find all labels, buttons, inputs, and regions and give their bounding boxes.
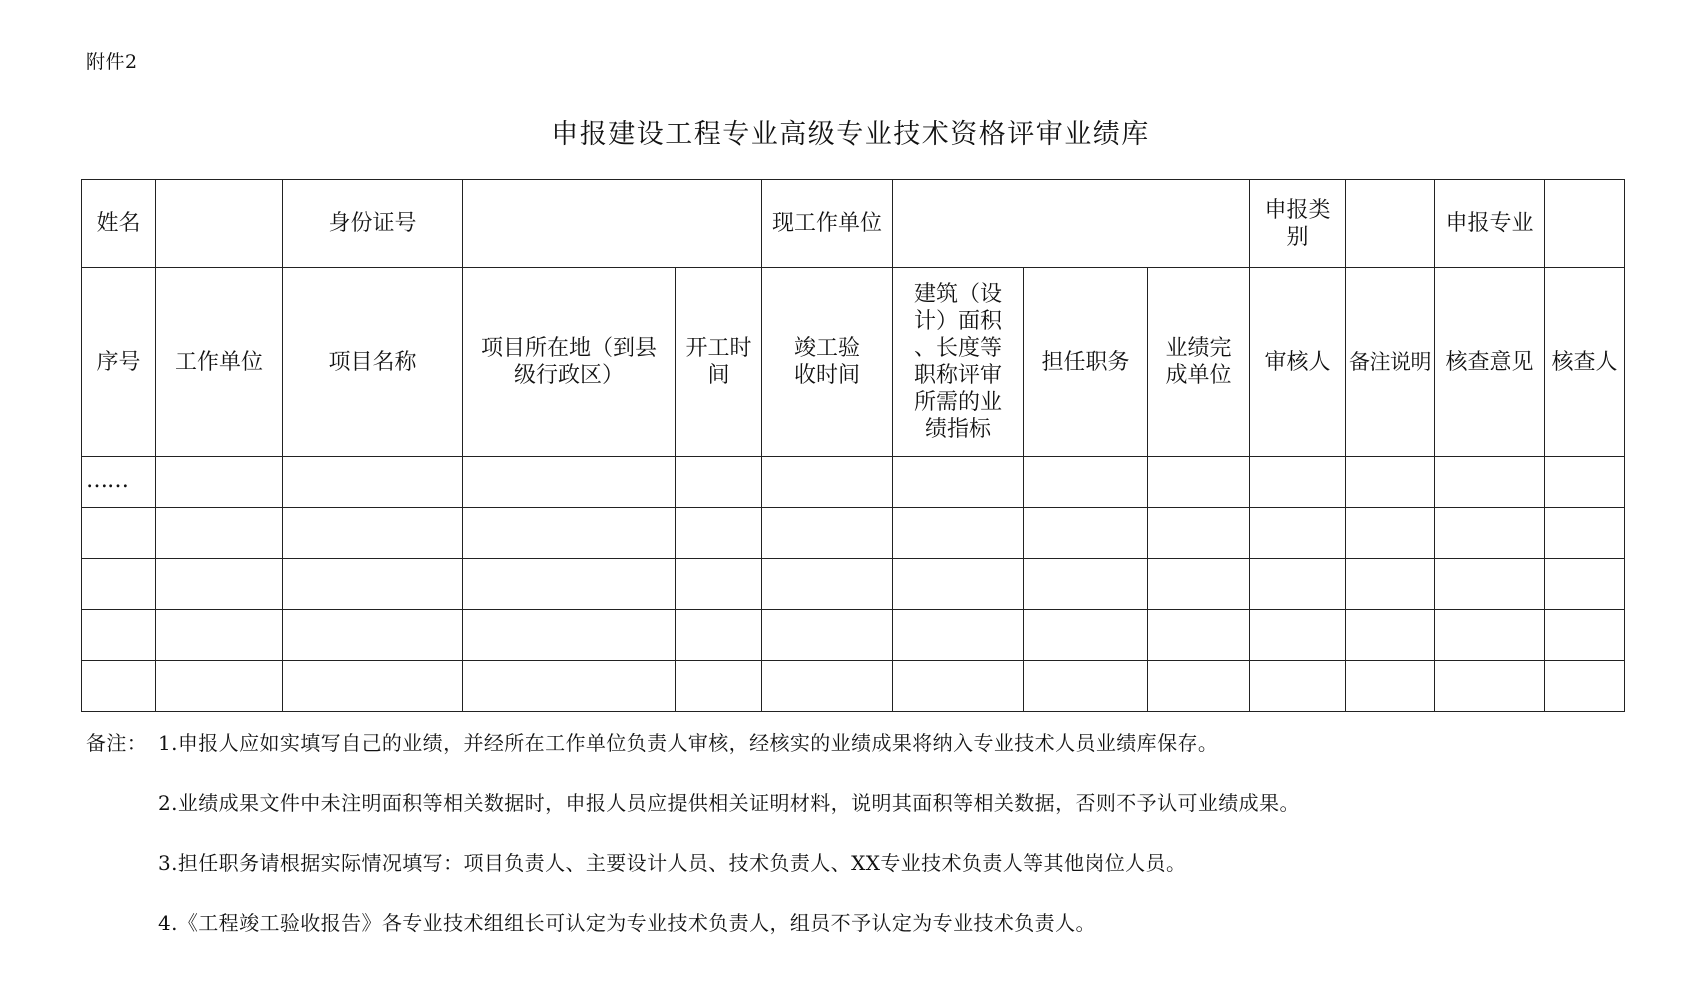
col-header-remarks-text: 备注说明 [1349, 349, 1432, 374]
note-text-1: 1.申报人应如实填写自己的业绩，并经所在工作单位负责人审核，经核实的业绩成果将纳入专业技术人员业绩库保存。 [158, 731, 1219, 755]
table-cell[interactable] [676, 559, 762, 610]
table-cell[interactable] [893, 661, 1024, 712]
table-cell[interactable] [676, 457, 762, 508]
table-cell[interactable] [1024, 457, 1148, 508]
table-cell[interactable] [1435, 661, 1545, 712]
col-header-completing-unit [1148, 268, 1250, 457]
column-header-row [82, 268, 1625, 457]
table-cell[interactable] [762, 559, 893, 610]
specialty-label-cell [1435, 180, 1545, 268]
table-cell[interactable] [1024, 559, 1148, 610]
table-cell[interactable] [1250, 508, 1346, 559]
table-cell[interactable] [1346, 559, 1435, 610]
table-cell[interactable] [676, 661, 762, 712]
table-cell[interactable] [762, 610, 893, 661]
note-item-3 [86, 849, 1300, 909]
table-row [82, 661, 1625, 712]
table-cell[interactable] [1346, 610, 1435, 661]
table-cell[interactable] [283, 661, 463, 712]
table-cell[interactable] [1545, 457, 1625, 508]
table-row [82, 610, 1625, 661]
col-header-project-location [463, 268, 676, 457]
table-cell[interactable] [463, 559, 676, 610]
category-input-cell[interactable] [1346, 180, 1435, 268]
table-cell[interactable] [283, 559, 463, 610]
notes-section [86, 729, 1300, 969]
col-header-completion-time [762, 268, 893, 457]
name-input-cell[interactable] [156, 180, 283, 268]
category-label: 申报类 别 [1264, 197, 1331, 250]
table-cell[interactable] [1545, 661, 1625, 712]
table-cell[interactable] [1346, 508, 1435, 559]
table-cell[interactable] [283, 457, 463, 508]
table-cell[interactable] [1250, 610, 1346, 661]
id-number-input-cell[interactable] [463, 180, 762, 268]
table-cell[interactable] [1346, 661, 1435, 712]
table-cell[interactable] [1435, 508, 1545, 559]
col-header-performance-index-text: 建筑（设 计）面积 、长度等 职称评审 所需的业 绩指标 [913, 282, 1002, 442]
table-cell[interactable] [156, 508, 283, 559]
employer-label: 现工作单位 [771, 211, 882, 236]
table-cell[interactable] [676, 508, 762, 559]
table-cell[interactable] [762, 457, 893, 508]
table-cell[interactable] [1545, 559, 1625, 610]
table-row [82, 457, 1625, 508]
table-cell[interactable] [1148, 610, 1250, 661]
performance-record-table [81, 179, 1625, 712]
col-header-work-unit-text: 工作单位 [174, 349, 263, 375]
col-header-position [1024, 268, 1148, 457]
note-item-2 [86, 789, 1300, 849]
table-cell[interactable] [1435, 457, 1545, 508]
table-cell[interactable] [1024, 610, 1148, 661]
note-item-4 [86, 909, 1300, 969]
table-cell[interactable] [1250, 559, 1346, 610]
table-row [82, 508, 1625, 559]
table-cell[interactable] [463, 661, 676, 712]
col-header-reviewer-text: 审核人 [1264, 349, 1331, 375]
table-cell[interactable] [156, 559, 283, 610]
specialty-input-cell[interactable] [1545, 180, 1625, 268]
table-cell[interactable] [893, 559, 1024, 610]
table-cell[interactable] [1250, 457, 1346, 508]
table-cell-serial[interactable] [82, 610, 156, 661]
table-cell-serial[interactable] [82, 661, 156, 712]
table-cell[interactable] [893, 610, 1024, 661]
page-title: 申报建设工程专业高级专业技术资格评审业绩库 [551, 119, 1150, 150]
applicant-info-row [82, 180, 1625, 268]
col-header-remarks [1346, 268, 1435, 457]
note-text-4: 4.《工程竣工验收报告》各专业技术组组长可认定为专业技术负责人，组员不予认定为专业技术负责人。 [158, 911, 1096, 935]
table-cell[interactable] [156, 457, 283, 508]
notes-prefix: 备注： [86, 731, 148, 755]
col-header-project-location-text: 项目所在地（到县 级行政区） [480, 336, 657, 388]
table-cell[interactable] [463, 508, 676, 559]
table-cell-serial[interactable] [82, 508, 156, 559]
table-cell[interactable] [283, 610, 463, 661]
table-cell[interactable] [1435, 610, 1545, 661]
table-cell[interactable] [1024, 661, 1148, 712]
table-cell[interactable] [1250, 661, 1346, 712]
id-number-label-cell [283, 180, 463, 268]
col-header-checker-text: 核查人 [1551, 349, 1618, 375]
table-cell[interactable] [1148, 559, 1250, 610]
table-cell[interactable] [1148, 508, 1250, 559]
col-header-work-unit [156, 268, 283, 457]
table-cell[interactable] [463, 457, 676, 508]
col-header-project-name [283, 268, 463, 457]
col-header-performance-index [893, 268, 1024, 457]
col-header-completion-time-text: 竣工验 收时间 [793, 336, 860, 388]
name-label-cell [82, 180, 156, 268]
name-label: 姓名 [96, 211, 141, 236]
note-text-2: 2.业绩成果文件中未注明面积等相关数据时，申报人员应提供相关证明材料，说明其面积等相关数据，否则不予认可业绩成果。 [158, 791, 1300, 815]
col-header-serial-text: 序号 [96, 349, 141, 375]
table-cell[interactable] [1024, 508, 1148, 559]
col-header-check-opinion-text: 核查意见 [1445, 349, 1534, 375]
col-header-project-name-text: 项目名称 [328, 349, 417, 375]
table-cell[interactable] [1148, 457, 1250, 508]
table-cell-serial[interactable] [82, 457, 156, 508]
table-cell[interactable] [1435, 559, 1545, 610]
table-cell[interactable] [156, 661, 283, 712]
table-cell[interactable] [893, 457, 1024, 508]
table-cell[interactable] [1545, 610, 1625, 661]
note-text-3: 3.担任职务请根据实际情况填写：项目负责人、主要设计人员、技术负责人、XX专业技术负责人等其他岗位人员。 [158, 851, 1187, 875]
col-header-reviewer [1250, 268, 1346, 457]
id-number-label: 身份证号 [328, 211, 417, 236]
note-item-1 [86, 729, 1300, 789]
col-header-completing-unit-text: 业绩完 成单位 [1165, 336, 1232, 388]
table-cell-serial[interactable] [82, 559, 156, 610]
col-header-position-text: 担任职务 [1041, 349, 1130, 375]
category-label-cell [1250, 180, 1346, 268]
table-cell[interactable] [893, 508, 1024, 559]
table-cell[interactable] [762, 508, 893, 559]
table-cell[interactable] [1148, 661, 1250, 712]
table-row [82, 559, 1625, 610]
table-cell[interactable] [762, 661, 893, 712]
attachment-label: 附件2 [86, 51, 138, 73]
col-header-checker [1545, 268, 1625, 457]
ellipsis-text: …… [86, 468, 128, 493]
col-header-start-time [676, 268, 762, 457]
table-cell[interactable] [156, 610, 283, 661]
col-header-start-time-text: 开工时 间 [685, 336, 752, 388]
table-cell[interactable] [283, 508, 463, 559]
employer-label-cell [762, 180, 893, 268]
col-header-check-opinion [1435, 268, 1545, 457]
col-header-serial [82, 268, 156, 457]
table-cell[interactable] [676, 610, 762, 661]
table-cell[interactable] [1545, 508, 1625, 559]
specialty-label: 申报专业 [1445, 211, 1534, 236]
employer-input-cell[interactable] [893, 180, 1250, 268]
table-cell[interactable] [1346, 457, 1435, 508]
table-cell[interactable] [463, 610, 676, 661]
